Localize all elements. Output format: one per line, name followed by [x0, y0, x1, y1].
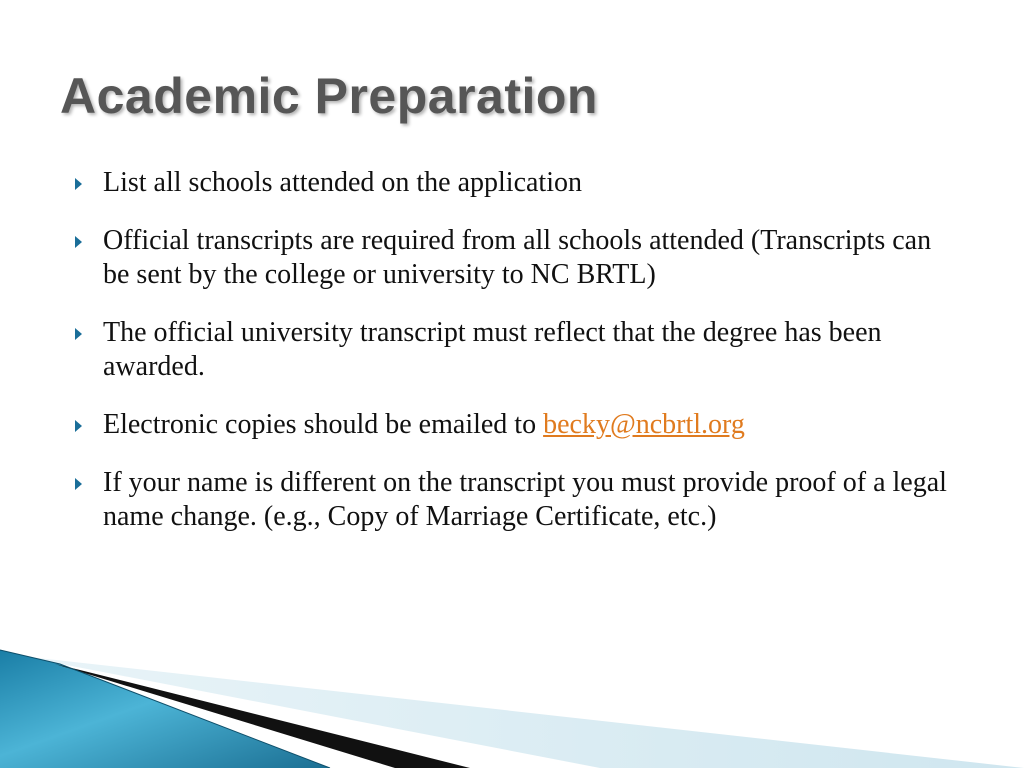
email-link[interactable]: becky@ncbrtl.org — [543, 409, 745, 440]
teal-wedge-shape — [0, 650, 330, 768]
footer-decoration — [0, 640, 1024, 768]
list-item — [72, 408, 952, 442]
triangle-bullet-icon — [75, 328, 82, 340]
list-item — [72, 316, 952, 384]
bullet-list — [72, 166, 952, 558]
slide-title: Academic Preparation — [60, 68, 598, 124]
bullet-text: Official transcripts are required from all schools attended (Transcripts can be sent by the college or university to NC BRTL) — [103, 225, 932, 290]
bullet-text: If your name is different on the transcript you must provide proof of a legal name change. (e.g., Copy of Marriage Certificate, etc.) — [103, 467, 947, 532]
triangle-bullet-icon — [75, 420, 82, 432]
triangle-bullet-icon — [75, 178, 82, 190]
bullet-text: Electronic copies should be emailed to — [103, 409, 544, 440]
bullet-text: List all schools attended on the application — [103, 167, 582, 198]
list-item — [72, 166, 952, 200]
list-item — [72, 224, 952, 292]
triangle-bullet-icon — [75, 478, 82, 490]
triangle-bullet-icon — [75, 236, 82, 248]
list-item — [72, 466, 952, 534]
bullet-text: The official university transcript must reflect that the degree has been awarded. — [103, 317, 882, 382]
